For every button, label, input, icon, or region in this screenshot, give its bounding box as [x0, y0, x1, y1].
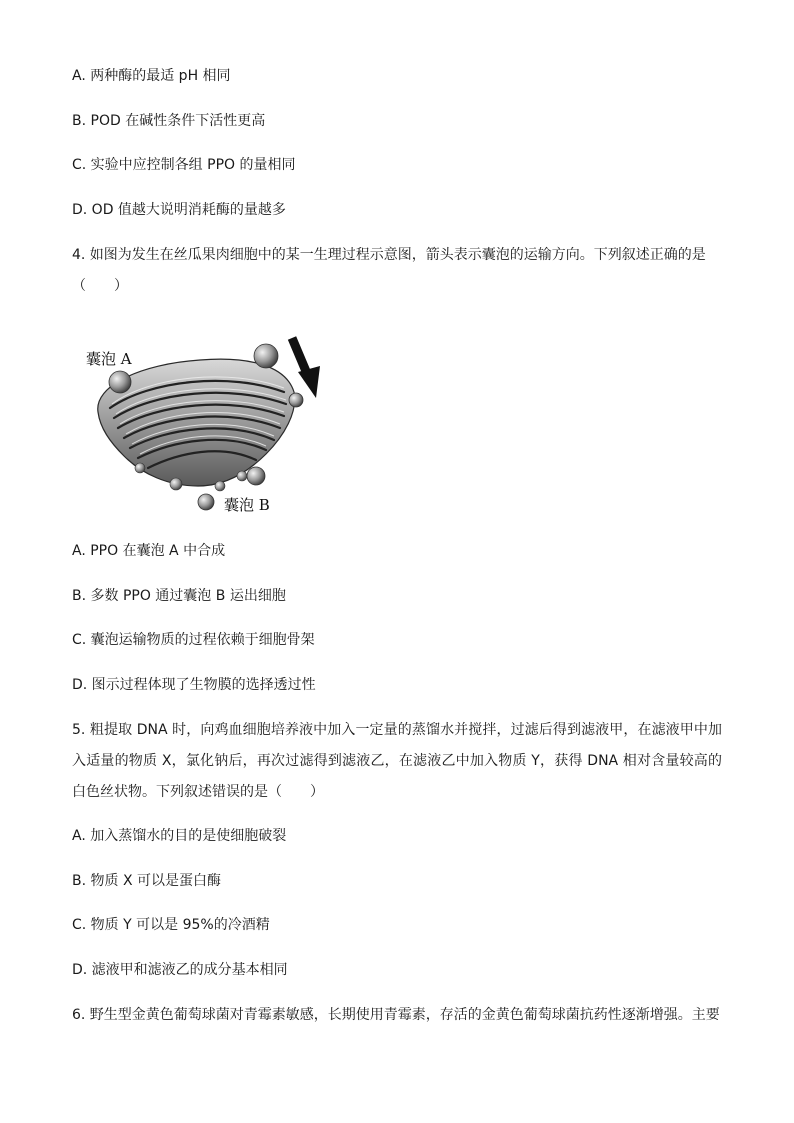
q5-stem: 5. 粗提取 DNA 时，向鸡血细胞培养液中加入一定量的蒸馏水并搅拌，过滤后得到滤液甲，在滤液甲中加入适量的物质 X，氯化钠后，再次过滤得到滤液乙，在滤液乙中加入物质 Y，获得 DNA 相对含量较高的白色丝状物。下列叙述错误的是（ ） — [72, 722, 722, 800]
q4-option-a: A. PPO 在囊泡 A 中合成 — [72, 543, 226, 559]
q4-option-d: D. 图示过程体现了生物膜的选择透过性 — [72, 677, 316, 693]
vesicle-b-label: 囊泡 B — [224, 496, 270, 514]
q4-option-c: C. 囊泡运输物质的过程依赖于细胞骨架 — [72, 632, 315, 648]
q5-option-d: D. 滤液甲和滤液乙的成分基本相同 — [72, 962, 288, 978]
q3-option-a: A. 两种酶的最适 pH 相同 — [72, 68, 231, 84]
vesicle-a — [109, 371, 131, 393]
q5-option-a: A. 加入蒸馏水的目的是使细胞破裂 — [72, 828, 287, 844]
q3-option-c: C. 实验中应控制各组 PPO 的量相同 — [72, 157, 296, 173]
q6-stem: 6. 野生型金黄色葡萄球菌对青霉素敏感，长期使用青霉素，存活的金黄色葡萄球菌抗药性逐渐增强。主要 — [72, 1007, 720, 1023]
golgi-apparatus-figure — [80, 326, 332, 522]
vesicle-b — [198, 494, 214, 510]
q5-option-b: B. 物质 X 可以是蛋白酶 — [72, 873, 221, 889]
q5-option-c: C. 物质 Y 可以是 95%的冷酒精 — [72, 917, 270, 933]
q4-stem: 4. 如图为发生在丝瓜果肉细胞中的某一生理过程示意图，箭头表示囊泡的运输方向。下列叙述正确的是 — [72, 247, 706, 263]
vesicle-a-label: 囊泡 A — [86, 350, 132, 368]
transport-arrow-icon — [292, 338, 320, 398]
q3-option-d: D. OD 值越大说明消耗酶的量越多 — [72, 202, 286, 218]
q4-answer-blank: （ ） — [72, 278, 128, 294]
q3-option-b: B. POD 在碱性条件下活性更高 — [72, 113, 266, 129]
q4-option-b: B. 多数 PPO 通过囊泡 B 运出细胞 — [72, 588, 286, 604]
